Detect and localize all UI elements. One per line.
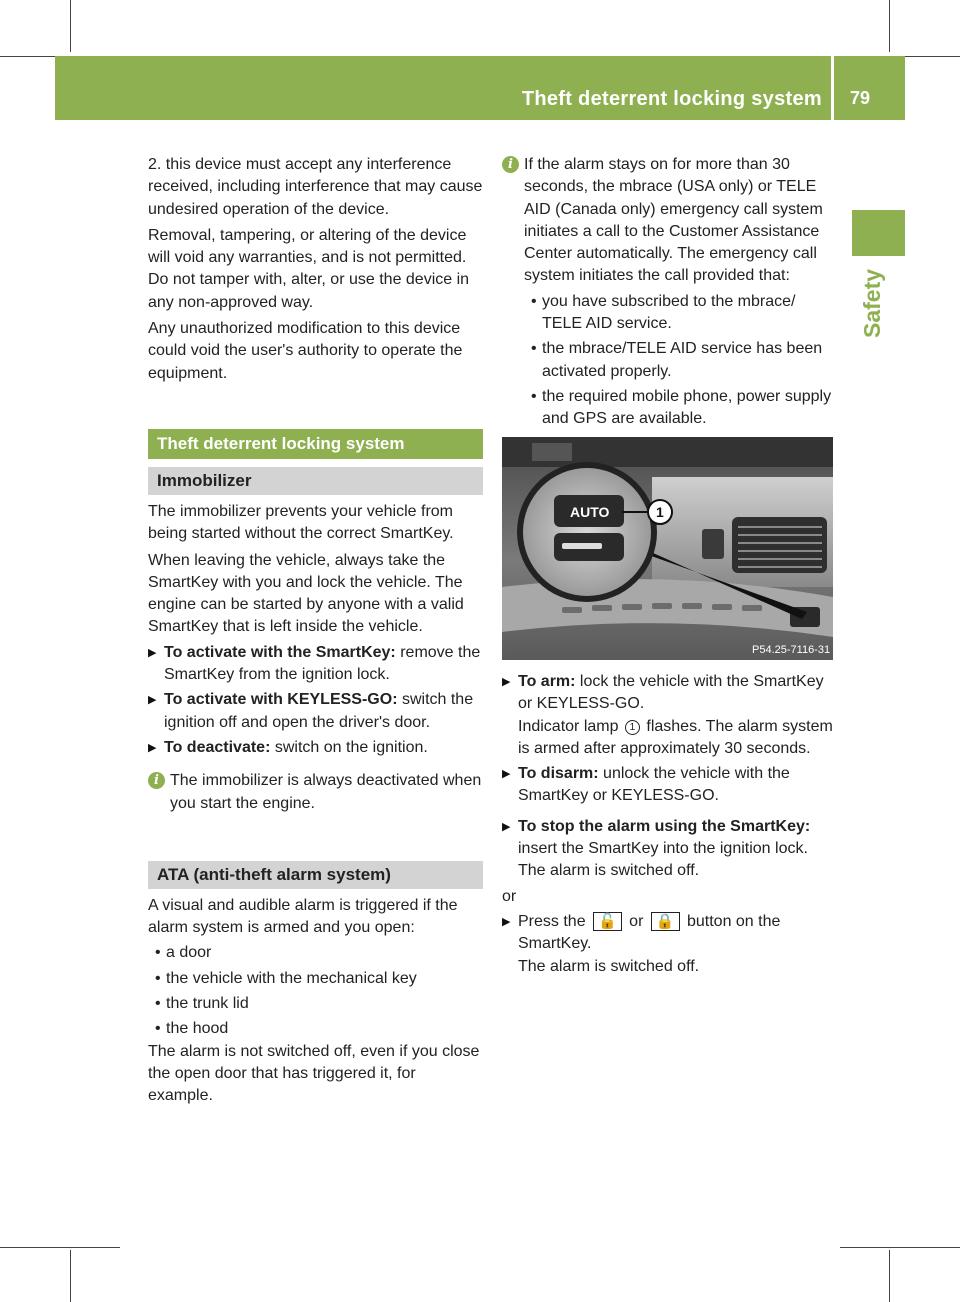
step-text: remove the SmartKey from the ignition lock. [164,643,481,684]
callout-1-icon: 1 [625,720,640,735]
instruction-step [148,737,483,759]
dashboard-photo [502,437,833,660]
right-column-steps [502,668,837,978]
step-label: To activate with the SmartKey: [164,643,396,661]
or-text: or [502,887,517,905]
side-tab [854,262,884,342]
list-item [524,386,837,431]
step-text: switch on the ignition. [270,738,428,756]
subsection-heading-ata: ATA (anti-theft alarm system) [148,861,483,889]
bullet-icon: • [155,944,161,962]
body-paragraph: The immobilizer prevents your vehicle from being started without the correct SmartKey. [148,502,454,543]
list-item-text: you have subscribed to the mbrace/ TELE AID service. [542,292,796,333]
instruction-step [502,816,837,883]
bullet-icon: • [531,387,537,405]
step-text: The alarm is switched off. [518,862,700,880]
step-text: lock the vehicle with the SmartKey or KEYLESS-GO. [518,673,824,713]
list-item [148,1018,483,1040]
step-text: unlock the vehicle with the SmartKey or KEYLESS-GO. [518,765,790,805]
side-tab-label: Safety [859,268,885,338]
right-column [502,154,837,431]
list-item-text: the required mobile phone, power supply and GPS are available. [542,387,832,428]
auto-button-label: AUTO [570,504,610,520]
page-number: 79 [850,88,871,108]
callout-number: 1 [656,504,664,520]
body-paragraph: When leaving the vehicle, always take the SmartKey with you and lock the vehicle. The engine can be started by anyone with a valid SmartKey that is left inside the vehicle. [148,551,464,636]
intro-paragraph: 2. this device must accept any interference received, including interference that may cause undesired operation of the device. [148,156,483,218]
body-paragraph: The alarm is not switched off, even if you close the open door that has triggered it, for example. [148,1042,480,1105]
indicator-lamp [562,543,602,549]
crop-mark [70,1250,71,1302]
bullet-icon: • [531,292,537,310]
info-icon: i [502,156,519,173]
instruction-step [148,642,483,687]
info-note [502,154,837,288]
list-item [148,942,483,964]
step-arrow-icon: ▶ [148,694,157,707]
list-item [524,291,837,336]
magnifier-lens [523,468,651,596]
subsection-heading-immobilizer: Immobilizer [148,467,483,495]
intro-paragraph: Removal, tampering, or altering of the device will void any warranties, and is not permitted. Do not tamper with, alter, or use the device in any non-approved way. [148,226,470,311]
left-column [148,154,483,1108]
info-icon: i [148,772,165,789]
image-code: P54.25-7116-31 [752,644,831,656]
list-item-text: the mbrace/TELE AID service has been activated properly. [542,340,823,380]
intro-paragraph: Any unauthorized modification to this device could void the user's authority to operate the equipment. [148,320,463,382]
step-text: switch the ignition off and open the driver's door. [164,691,474,731]
step-arrow-icon: ▶ [502,915,511,928]
step-arrow-icon: ▶ [502,676,511,688]
body-paragraph: A visual and audible alarm is triggered if the alarm system is armed and you open: [148,896,458,937]
crop-mark [889,1250,890,1302]
air-vent [732,517,827,573]
crop-mark [70,0,71,52]
bullet-icon: • [155,969,161,987]
instruction-step [502,763,837,808]
dashboard-illustration [502,437,833,660]
instruction-step [502,671,837,760]
page-title: Theft deterrent locking system [521,88,822,110]
step-text: flashes. The alarm system is armed after approximately 30 seconds. [518,717,833,757]
step-arrow-icon: ▶ [502,820,511,833]
side-tab-marker [852,210,905,256]
instruction-step [148,689,483,734]
bullet-icon: • [155,1020,161,1038]
list-item-text: the trunk lid [166,995,249,1013]
step-label: To disarm: [518,765,599,783]
step-label: To deactivate: [164,738,271,756]
unlock-button-icon: 🔓 [593,912,622,931]
lock-button-icon: 🔒 [651,912,680,931]
step-text: or [624,912,648,930]
list-item [148,993,483,1015]
step-arrow-icon: ▶ [148,741,157,754]
dash-detail [532,443,572,461]
info-text: The immobilizer is always deactivated when you start the engine. [170,772,482,812]
step-text: The alarm is switched off. [518,957,700,975]
info-text: If the alarm stays on for more than 30 seconds, the mbrace (USA only) or TELE AID (Canada only) emergency call system initiates a call to the Customer Assistance Center automatically. The emergency call system initiates the call provided that: [524,156,823,285]
step-label: To activate with KEYLESS-GO: [164,691,398,709]
list-item-text: a door [166,944,212,962]
info-note [148,770,483,815]
list-item-text: the hood [166,1020,229,1038]
crop-mark [889,0,890,52]
list-item [148,968,483,990]
crop-mark [0,1247,120,1248]
step-label: To stop the alarm using the SmartKey: [518,817,811,835]
list-item [524,338,837,383]
section-heading: Theft deterrent locking system [148,429,483,459]
instruction-step [502,911,837,978]
step-arrow-icon: ▶ [502,768,511,781]
step-text: Indicator lamp [518,717,623,735]
bullet-icon: • [531,340,537,358]
bullet-icon: • [155,995,161,1013]
step-arrow-icon: ▶ [148,646,157,659]
step-text: button on the SmartKey. [518,912,781,953]
step-label: To arm: [518,673,576,690]
step-text: insert the SmartKey into the ignition lock. [518,840,808,858]
step-text: Press the [518,912,591,930]
dash-detail [702,529,724,559]
header-divider [831,56,834,120]
crop-mark [840,1247,960,1248]
list-item-text: the vehicle with the mechanical key [166,969,417,987]
